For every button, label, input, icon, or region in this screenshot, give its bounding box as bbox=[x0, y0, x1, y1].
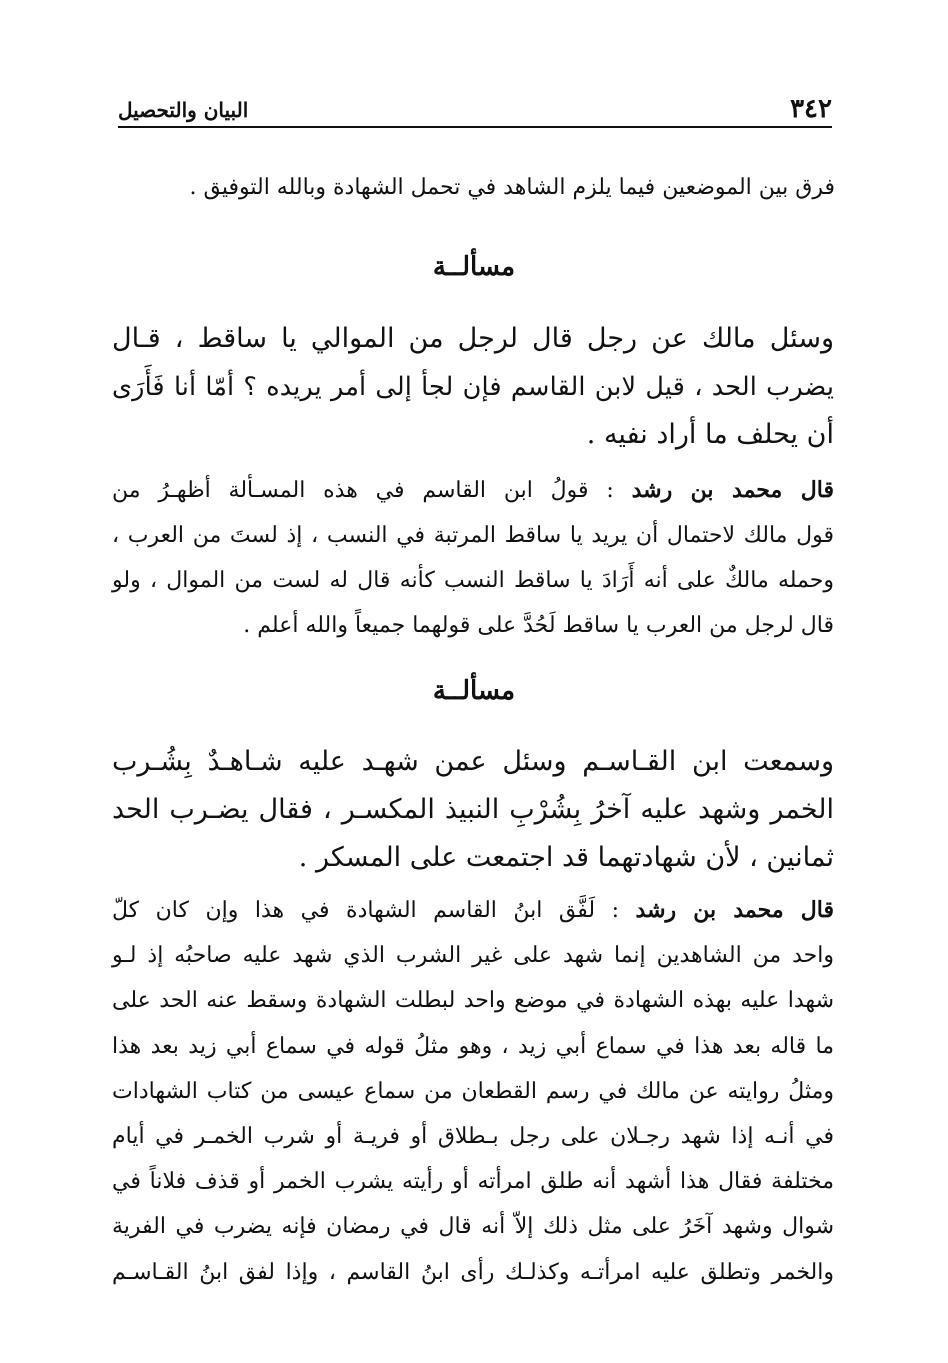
commentary-paragraph bbox=[112, 888, 834, 1295]
text-line: قال لرجل من العرب يا ساقط لَحُدَّ على قولهما جميعاً والله أعلم . bbox=[243, 613, 834, 638]
section-heading: مسألــة bbox=[432, 252, 516, 282]
text-line bbox=[112, 888, 834, 933]
opening-line bbox=[175, 170, 835, 206]
text-line: يضرب الحد ، قيل لابن القاسم فإن لجأ إلى أمر يريده ؟ أمّا أنا فَأَرَى bbox=[112, 372, 834, 402]
text-line: شهدا عليه بهذه الشهادة في موضع واحد لبطلت الشهادة وسقط عنه الحد على bbox=[112, 988, 834, 1014]
text-line: واحد من الشاهدين إنما شهد على غير الشرب الذي شهد عليه صاحبُه إذ لـو bbox=[112, 943, 834, 969]
text-line: الخمر وشهد عليه آخرُ بِشُرْبِ النبيذ المكسـر ، فقال يضـرب الحد bbox=[112, 794, 834, 825]
text-line: وسئل مالك عن رجل قال لرجل من الموالي يا ساقط ، قـال bbox=[112, 323, 834, 354]
running-header bbox=[118, 92, 832, 128]
text-line: مختلفة فقال هذا أشهد أنه طلق امرأته أو رأيته يشرب الخمر أو قذف فلاناً في bbox=[112, 1169, 834, 1195]
commentary-paragraph bbox=[112, 468, 834, 648]
text-line: في أنـه إذا شهد رجـلان على رجل بـطلاق أو فريـة أو شرب الخمـر في أيام bbox=[112, 1124, 834, 1150]
text-line bbox=[112, 468, 834, 513]
commentary-text: : لَفَّق ابنُ القاسم الشهادة في هذا وإن كان كلّ bbox=[112, 898, 619, 923]
commentary-speaker: قال محمد بن رشد bbox=[631, 477, 834, 503]
text-line: وسمعت ابن القـاسـم وسئل عمن شهـد عليه شـاهـدٌ بِشُـرب bbox=[112, 746, 834, 777]
text-line: ومثلُ روايته عن مالك في رسم القطعان من سماع عيسى من كتاب الشهادات bbox=[112, 1078, 834, 1104]
text-line: والخمر وتطلق عليه امرأتـه وكذلـك رأى ابنُ القاسم ، وإذا لفق ابنُ القـاسـم bbox=[112, 1259, 834, 1285]
text-line: فرق بين الموضعين فيما يلزم الشاهد في تحمل الشهادة وبالله التوفيق . bbox=[189, 175, 835, 200]
text-line: وحمله مالكٌ على أنه أَرَادَ يا ساقط النسب كأنه قال له لست من الموال ، ولو bbox=[112, 568, 834, 593]
commentary-text: : قولُ ابن القاسم في هذه المسـألة أظهـرُ من bbox=[112, 478, 614, 503]
commentary-speaker: قال محمد بن رشد bbox=[635, 897, 834, 923]
text-line: شوال وشهد آخَرُ على مثل ذلك إلاّ أنه قال في رمضان فإنه يضرب في الفرية bbox=[112, 1214, 834, 1240]
section-heading: مسألــة bbox=[432, 676, 516, 706]
question-paragraph bbox=[112, 738, 834, 882]
text-line: قول مالك لاحتمال أن يريد يا ساقط المرتبة في النسب ، إذ لستَ من العرب ، bbox=[112, 523, 834, 548]
text-line: ما قاله بعد هذا في سماع أبي زيد ، وهو مثلُ قوله في سماع أبي زيد بعد هذا bbox=[112, 1033, 834, 1059]
book-title: البيان والتحصيل bbox=[118, 98, 249, 122]
text-line: ثمانين ، لأن شهادتهما قد اجتمعت على المسكر . bbox=[298, 842, 834, 873]
page-number: ٣٤٢ bbox=[790, 94, 832, 124]
question-paragraph bbox=[112, 315, 834, 459]
text-line: أن يحلف ما أراد نفيه . bbox=[586, 419, 834, 450]
